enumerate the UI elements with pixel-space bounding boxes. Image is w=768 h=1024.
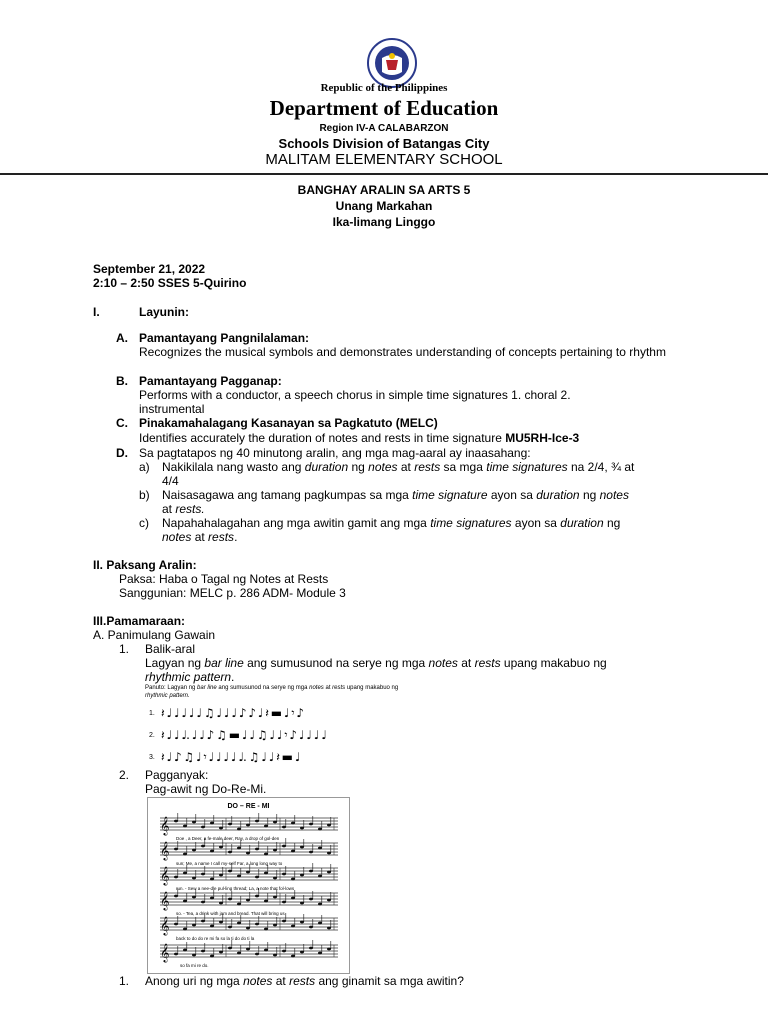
note-head — [219, 951, 223, 954]
sub-c-i3: notes — [162, 530, 192, 544]
instr-i4: rhythmic pattern — [145, 670, 232, 684]
note-head — [282, 873, 286, 876]
section-i-label: Layunin: — [139, 305, 189, 319]
note-head — [237, 828, 241, 831]
sub-a-p3: at — [397, 460, 415, 474]
note-head — [327, 899, 331, 902]
note-head — [219, 902, 223, 905]
note-head — [318, 847, 322, 850]
note-head — [264, 949, 268, 952]
note-head — [210, 955, 214, 958]
item1-number: 1. — [119, 642, 130, 656]
quarter-title: Unang Markahan — [335, 199, 433, 213]
school-name: MALITAM ELEMENTARY SCHOOL — [265, 151, 503, 168]
melc-code: MU5RH-Ice-3 — [505, 431, 580, 445]
instr-p4: upang makabuo ng — [500, 656, 607, 670]
rhythm-row-3-number: 3. — [149, 754, 155, 761]
republic-line: Republic of the Philippines — [320, 82, 448, 94]
lesson-schedule: 2:10 – 2:50 SSES 5-Quirino — [93, 276, 247, 290]
item-a-text: Recognizes the musical symbols and demonstrates understanding of concepts pertaining to rhythm — [139, 345, 666, 359]
note-head — [174, 923, 178, 926]
note-head — [192, 849, 196, 852]
note-head — [273, 877, 277, 880]
note-head — [255, 895, 259, 898]
note-head — [237, 847, 241, 850]
sub-b-i3: notes — [599, 488, 629, 502]
note-head — [291, 878, 295, 881]
note-head — [237, 922, 241, 925]
note-head — [309, 926, 313, 929]
instr-p1: Lagyan ng — [145, 656, 205, 670]
week-title: Ika-limang Linggo — [332, 215, 436, 229]
panuto-i1: bar line — [197, 685, 217, 691]
note-head — [201, 901, 205, 904]
panimulang-gawain: A. Panimulang Gawain — [93, 628, 216, 642]
item-a-letter: A. — [116, 331, 128, 345]
sub-a-text — [162, 460, 682, 474]
note-head — [219, 921, 223, 924]
note-head — [300, 951, 304, 954]
note-head — [174, 876, 178, 879]
division-line: Schools Division of Batangas City — [278, 136, 490, 151]
sub-c-p3: ng — [603, 516, 621, 530]
item-b-heading: Pamantayang Pagganap: — [139, 374, 282, 388]
item1-label: Balik-aral — [145, 642, 196, 656]
lyric-line-1: Doe , a Deer, a fe-male deer, Ray, a drop of gol-den — [176, 836, 280, 841]
note-head — [219, 846, 223, 849]
lesson-title: BANGHAY ARALIN SA ARTS 5 — [297, 183, 471, 197]
question-text — [145, 974, 464, 988]
item-c-text — [139, 431, 699, 445]
note-head — [255, 820, 259, 823]
note-head — [246, 948, 250, 951]
note-head — [300, 921, 304, 924]
note-head — [201, 873, 205, 876]
note-head — [246, 899, 250, 902]
panuto-p3: at — [323, 685, 333, 691]
note-head — [192, 954, 196, 957]
rhythm-row-2-number: 2. — [149, 732, 155, 739]
lyric-line-2: sun; Me, a name I call my-self Far, a long long way to — [176, 861, 283, 866]
note-head — [309, 851, 313, 854]
note-head — [174, 953, 178, 956]
note-head — [246, 852, 250, 855]
note-head — [327, 927, 331, 930]
question-p2: at — [272, 974, 290, 988]
item-c-heading: Pinakamahalagang Kasanayan sa Pagkatuto (MELC) — [139, 416, 438, 430]
item-b-letter: B. — [116, 374, 128, 388]
rhythm-row-1: 𝄽 ♩ ♩ ♩ ♩ ♩ ♫ ♩ ♩ ♩ ♪ ♪ ♩ 𝄽 ▬ ♩ 𝄾 ♪ — [161, 706, 304, 720]
sub-b-text — [162, 488, 682, 502]
rhythm-exercise-image — [145, 684, 400, 768]
sub-a-line2: 4/4 — [162, 474, 179, 488]
sub-b-i1: time signature — [412, 488, 488, 502]
note-head — [183, 949, 187, 952]
note-head — [300, 874, 304, 877]
note-head — [210, 878, 214, 881]
note-head — [300, 902, 304, 905]
note-head — [318, 952, 322, 955]
note-head — [255, 923, 259, 926]
item-b-text: Performs with a conductor, a speech chorus in simple time signatures 1. choral 2. instrumental — [139, 388, 571, 416]
note-head — [273, 849, 277, 852]
note-head — [264, 853, 268, 856]
note-head — [291, 822, 295, 825]
treble-clef: 𝄞 — [160, 841, 170, 860]
sub-b-i4: rests. — [175, 502, 205, 516]
note-head — [282, 920, 286, 923]
note-head — [237, 875, 241, 878]
note-head — [201, 920, 205, 923]
note-head — [201, 950, 205, 953]
instr-p5: . — [231, 670, 235, 684]
item2-label: Pagganyak: — [145, 768, 209, 782]
rhythm-row-3: 𝄽 ♩ ♪ ♫ ♩ 𝄾 ♩ ♩ ♩ ♩ ♩. ♫ ♩ ♩ 𝄽 ▬ ♩ — [161, 750, 300, 764]
note-head — [309, 870, 313, 873]
note-head — [264, 900, 268, 903]
note-head — [291, 925, 295, 928]
note-head — [201, 826, 205, 829]
note-head — [273, 954, 277, 957]
sub-b-marker: b) — [139, 488, 150, 502]
sub-a-p2: ng — [348, 460, 369, 474]
section-i-number: I. — [93, 305, 100, 319]
deped-seal — [360, 38, 424, 88]
sub-a-i4: time signatures — [486, 460, 568, 474]
note-head — [318, 922, 322, 925]
note-head — [300, 846, 304, 849]
note-head — [228, 926, 232, 929]
note-head — [219, 874, 223, 877]
note-head — [291, 850, 295, 853]
sub-c-line2 — [162, 530, 237, 544]
note-head — [273, 924, 277, 927]
note-head — [282, 901, 286, 904]
panuto-p4: upang makabuo ng — [345, 685, 399, 691]
sub-b-i2: duration — [536, 488, 580, 502]
sub-c-p4: at — [191, 530, 209, 544]
question-number: 1. — [119, 974, 130, 988]
note-head — [183, 853, 187, 856]
panuto-i2: notes — [309, 685, 324, 691]
lesson-date: September 21, 2022 — [93, 262, 206, 276]
panuto-text — [145, 684, 400, 700]
note-head — [183, 825, 187, 828]
sub-a-p5: na 2/4, ¾ at — [567, 460, 635, 474]
sub-c-p2: ayon sa — [511, 516, 561, 530]
treble-clef: 𝄞 — [160, 943, 170, 962]
note-head — [228, 898, 232, 901]
item-a-heading: Pamantayang Pangnilalaman: — [139, 331, 310, 345]
instr-p3: at — [457, 656, 475, 670]
note-head — [246, 927, 250, 930]
section-ii-label: II. Paksang Aralin: — [93, 558, 197, 572]
note-head — [228, 823, 232, 826]
note-head — [192, 877, 196, 880]
sub-c-p5: . — [234, 530, 238, 544]
treble-clef: 𝄞 — [160, 866, 170, 885]
note-head — [192, 821, 196, 824]
note-head — [264, 928, 268, 931]
sub-a-p4: sa mga — [440, 460, 487, 474]
sub-c-text — [162, 516, 682, 530]
region-line: Region IV-A CALABARZON — [319, 123, 449, 134]
sub-b-p2: ayon sa — [487, 488, 537, 502]
header-rule — [0, 173, 768, 175]
note-head — [219, 827, 223, 830]
note-head — [291, 897, 295, 900]
sub-b-p3: ng — [579, 488, 600, 502]
sub-a-i3: rests — [414, 460, 441, 474]
note-head — [291, 955, 295, 958]
note-head — [201, 845, 205, 848]
note-head — [327, 852, 331, 855]
lyric-line-4: so. - Tea, a drink with jam and bread. That will bring us — [176, 911, 285, 916]
panuto-p1: Panuto: Lagyan ng — [145, 685, 198, 691]
sub-c-i2: duration — [560, 516, 604, 530]
pagganyak-text: Pag-awit ng Do-Re-Mi. — [145, 782, 267, 796]
note-head — [282, 950, 286, 953]
rhythm-row-1-number: 1. — [149, 710, 155, 717]
section-iii-label: III.Pamamaraan: — [93, 614, 186, 628]
note-head — [255, 953, 259, 956]
note-head — [309, 823, 313, 826]
panuto-i4: rhythmic pattern. — [145, 693, 190, 699]
note-head — [327, 948, 331, 951]
note-head — [183, 928, 187, 931]
balik-aral-instruction — [145, 656, 665, 670]
item-c-text-body: Identifies accurately the duration of notes and rests in time signature — [139, 431, 506, 445]
lyric-line-5: back to do do re mi fa so la ti do do ti la — [176, 936, 255, 941]
note-head — [273, 821, 277, 824]
note-head — [228, 870, 232, 873]
note-head — [192, 896, 196, 899]
item-d-text: Sa pagtatapos ng 40 minutong aralin, ang mga mag-aaral ay inaasahang: — [139, 446, 531, 460]
note-head — [255, 848, 259, 851]
note-head — [264, 825, 268, 828]
note-head — [174, 848, 178, 851]
question-p3: ang ginamit sa mga awitin? — [315, 974, 464, 988]
note-head — [300, 827, 304, 830]
instr-i1: bar line — [204, 656, 244, 670]
note-head — [210, 850, 214, 853]
note-head — [327, 871, 331, 874]
note-head — [309, 898, 313, 901]
note-head — [264, 872, 268, 875]
treble-clef: 𝄞 — [160, 916, 170, 935]
instr-p2: ang sumusunod na serye ng mga — [243, 656, 429, 670]
sub-a-i2: notes — [368, 460, 398, 474]
note-head — [228, 947, 232, 950]
sub-b-p4: at — [162, 502, 176, 516]
note-head — [210, 822, 214, 825]
note-head — [174, 820, 178, 823]
sub-a-marker: a) — [139, 460, 150, 474]
note-head — [309, 947, 313, 950]
song-title: DO – RE - MI — [227, 803, 270, 810]
note-head — [183, 872, 187, 875]
panuto-p2: ang sumusunod na serye ng mga — [216, 685, 310, 691]
sanggunian-line: Sanggunian: MELC p. 286 ADM- Module 3 — [119, 586, 346, 600]
question-i2: rests — [289, 974, 316, 988]
note-head — [174, 895, 178, 898]
question-i1: notes — [243, 974, 273, 988]
lyric-line-3: run. - Sew a nee-dle pul-ling thread; La, a note that fol-lows — [176, 886, 295, 891]
treble-clef: 𝄞 — [160, 816, 170, 835]
note-head — [183, 900, 187, 903]
department-name: Department of Education — [269, 96, 499, 120]
item-c-letter: C. — [116, 416, 128, 430]
sub-c-i4: rests — [208, 530, 235, 544]
item-d-letter: D. — [116, 446, 128, 460]
note-head — [210, 925, 214, 928]
note-head — [228, 851, 232, 854]
note-head — [246, 824, 250, 827]
note-head — [210, 897, 214, 900]
sub-a-i1: duration — [304, 460, 349, 474]
note-head — [327, 824, 331, 827]
note-head — [282, 826, 286, 829]
note-head — [318, 903, 322, 906]
rhythm-row-2: 𝄽 ♩ ♩ ♩. ♩ ♩ ♪ ♫ ▬ ♩ ♩ ♫ ♩ ♩ 𝄾 ♪ ♩ ♩ ♩ ♩ — [161, 728, 326, 742]
instr-i2: notes — [428, 656, 458, 670]
balik-aral-instruction-line2 — [145, 670, 234, 684]
item2-number: 2. — [119, 768, 130, 782]
note-head — [255, 876, 259, 879]
treble-clef: 𝄞 — [160, 891, 170, 910]
note-head — [246, 871, 250, 874]
question-p1: Anong uri ng mga — [145, 974, 244, 988]
sub-c-marker: c) — [139, 516, 149, 530]
note-head — [318, 828, 322, 831]
lyric-line-6: so fa mi re do. — [180, 963, 209, 968]
sub-c-p1: Napahahalagahan ang mga awitin gamit ang mga — [162, 516, 431, 530]
do-re-mi-sheet — [147, 797, 350, 974]
note-head — [282, 845, 286, 848]
note-head — [237, 952, 241, 955]
sub-a-p1: Nakikilala nang wasto ang — [162, 460, 305, 474]
note-head — [318, 875, 322, 878]
sub-b-line2 — [162, 502, 205, 516]
note-head — [192, 924, 196, 927]
instr-i3: rests — [474, 656, 501, 670]
sub-c-i1: time signatures — [430, 516, 512, 530]
note-head — [273, 896, 277, 899]
sub-b-p1: Naisasagawa ang tamang pagkumpas sa mga — [162, 488, 413, 502]
panuto-i3: rests — [332, 685, 346, 691]
note-head — [237, 903, 241, 906]
paksa-line: Paksa: Haba o Tagal ng Notes at Rests — [119, 572, 329, 586]
